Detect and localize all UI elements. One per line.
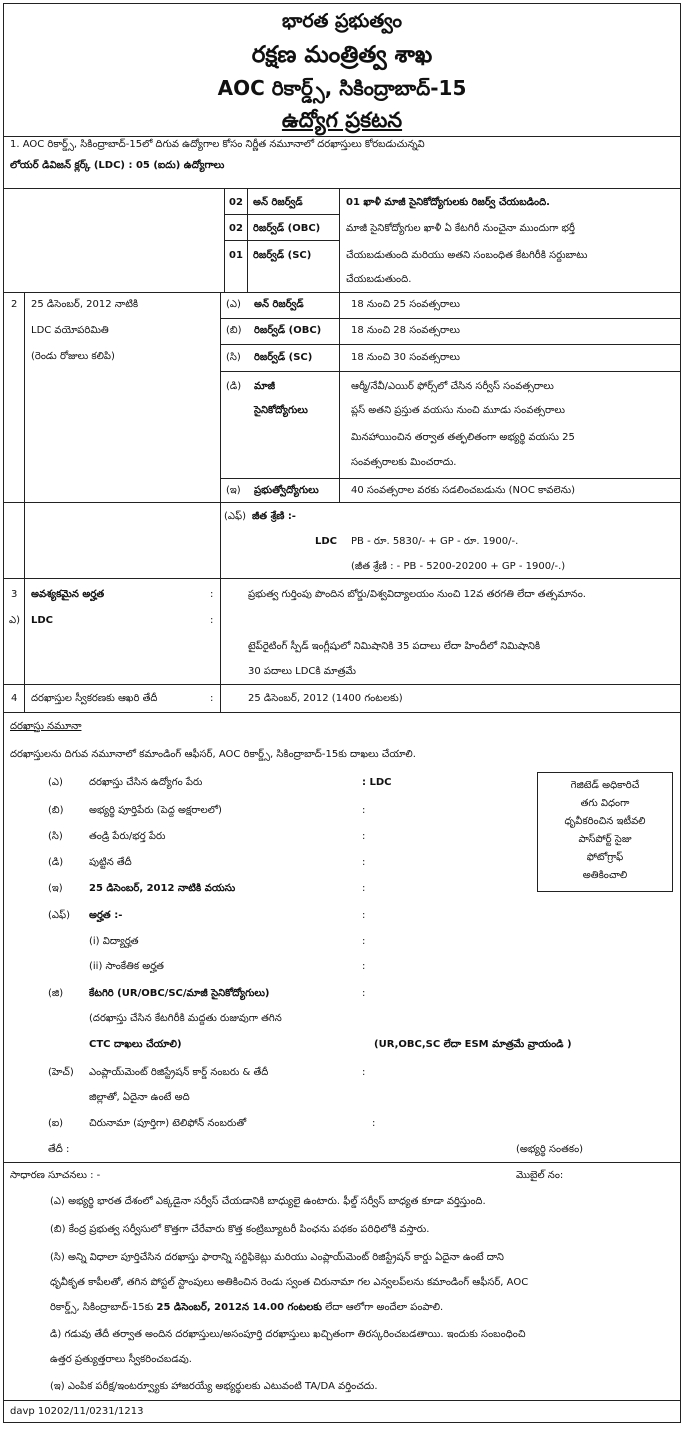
age-label-1: 25 డిసెంబర్, 2012 నాటికి	[31, 299, 139, 310]
col-rule	[220, 684, 221, 712]
category-label-2: (దరఖాస్తు చేసిన కేటగిరీకి మద్దతు రుజువుగా తగిన	[89, 1013, 282, 1024]
field-label: తండ్రి పేరు/భర్త పేరు	[89, 831, 166, 842]
photo-line: పాస్‌పోర్ట్ సైజు	[578, 834, 632, 845]
row-rule	[224, 240, 339, 241]
note-d-2: ఉత్తర ప్రత్యుత్తరాలు స్వీకరించబడవు.	[50, 1354, 192, 1365]
rule	[4, 136, 680, 137]
advertisement	[3, 3, 681, 1423]
employment-label-1: ఎంప్లాయ్‌మెంట్ రిజిస్ట్రేషన్ కార్డ్ నంబరు & తేదీ	[89, 1067, 269, 1078]
age-value: 18 నుంచి 28 సంవత్సరాలు	[351, 325, 460, 336]
age-code: (ఇ)	[226, 485, 241, 496]
note-c-3-post: లేదా ఆలోగా అందేలా పంపాలి.	[321, 1302, 444, 1313]
rule	[4, 684, 680, 685]
exsm-line: ప్లస్ అతని ప్రస్తుత వయసు నుంచి మూడు సంవత్సరాలు	[351, 405, 565, 416]
item-number: 2	[11, 299, 18, 310]
age-category: రిజర్వ్‌డ్ (OBC)	[254, 325, 322, 336]
qual-post: LDC	[31, 615, 54, 626]
category-note: (UR,OBC,SC లేదా ESM మాత్రమే వ్రాయండి )	[374, 1039, 572, 1050]
field-label: 25 డిసెంబర్, 2012 నాటికి వయసు	[89, 883, 236, 894]
pay-code: (ఎఫ్)	[224, 511, 247, 522]
field-code: (ఐ)	[48, 1118, 64, 1129]
field-code: (బి)	[48, 805, 64, 816]
intro-line-1: 1. AOC రికార్డ్స్, సికింద్రాబాద్-15లో దిగువ ఉద్యోగాల కోసం నిర్ణీత నమూనాలో దరఖాస్తులు కోరబడుచున్నవి	[10, 139, 425, 150]
field-colon: :	[362, 805, 366, 816]
pay-post: LDC	[315, 536, 338, 547]
row-rule	[220, 371, 680, 372]
photo-box	[537, 772, 673, 892]
field-label: అర్హత :-	[89, 910, 123, 921]
col-rule	[24, 292, 25, 502]
col-rule	[24, 684, 25, 712]
exsm-category-1: మాజీ	[254, 381, 276, 392]
vacancy-note-last: చేయబడుతుంది.	[346, 274, 412, 285]
photo-line: ఫోటోగ్రాఫ్	[586, 852, 624, 863]
vacancy-count: 01	[229, 250, 243, 261]
field-code: (సి)	[48, 831, 63, 842]
qual-line-3: 30 పదాలు LDCకి మాత్రమే	[248, 666, 356, 677]
qual-label: అవశ్యకమైన అర్హత	[31, 589, 105, 600]
field-colon: :	[362, 936, 366, 947]
last-date-label: దరఖాస్తుల స్వీకరణకు ఆఖరి తేదీ	[31, 693, 158, 704]
qual-colon: :	[210, 589, 214, 600]
rule	[4, 188, 680, 189]
mobile-label: మొబైల్ నం:	[516, 1170, 564, 1181]
field-colon: :	[362, 988, 366, 999]
vacancy-note: మాజీ సైనికోద్యోగుల ఖాళీ ఏ కేటగిరీ నుంచైనా ముందుగా భర్తీ	[346, 223, 575, 234]
field-code: (ఎఫ్)	[48, 910, 71, 921]
vacancy-count: 02	[229, 197, 243, 208]
note-c-1: (సి) అన్ని విధాలా పూర్తిచేసిన దరఖాస్తు ఫారాన్ని సర్టిఫికెట్లు మరియు ఎంప్లాయ్‌మెంట్ రిజిస్ట్రేషన్ కార్డు ఏదైనా ఉంటే దాని	[50, 1252, 504, 1263]
note-a: (ఎ) అభ్యర్థి భారత దేశంలో ఎక్కడైనా సర్వీస్ చేయడానికి బాధ్యులై ఉంటారు. ఫీల్డ్ సర్వీస్ బాధ్యత కూడా వర్తిస్తుంది.	[50, 1196, 486, 1207]
note-c-2: ధృవీకృత కాపీలతో, తగిన పోస్టల్ స్టాంపులు అతికించిన రెండు స్వంత చిరునామా గల ఎన్వలప్‌లను కమాండింగ్ ఆఫీసర్, AOC	[50, 1277, 529, 1288]
pay-line-1: PB - రూ. 5830/- + GP - రూ. 1900/-.	[351, 536, 519, 547]
col-rule	[24, 578, 25, 684]
rule	[4, 578, 680, 579]
qual-colon: :	[210, 615, 214, 626]
form-heading: దరఖాస్తు నమూనా	[10, 721, 82, 732]
govt-category: ప్రభుత్వోద్యోగులు	[254, 485, 319, 496]
vacancy-note: చేయబడుతుంది మరియు అతని సంబంధిత కేటగిరీకి సర్దుబాటు	[346, 250, 588, 261]
rule	[4, 292, 680, 293]
intro-line-2: లోయర్ డివిజన్ క్లర్క్ (LDC) : 05 (ఐదు) ఉద్యోగాలు	[10, 160, 225, 171]
pay-label: జీత శ్రేణి :-	[252, 511, 296, 522]
field-colon: :	[362, 857, 366, 868]
date-label: తేదీ :	[48, 1144, 70, 1155]
category-label-3: CTC దాఖలు చేయాలి)	[89, 1039, 182, 1050]
pay-line-2: (జీత శ్రేణి : - PB - 5200-20200 + GP - 1900/-.)	[351, 561, 566, 572]
field-code: (హెచ్)	[48, 1067, 74, 1078]
row-rule	[220, 478, 680, 479]
note-c-3-pre: రికార్డ్స్, సికింద్రాబాద్-15కు	[50, 1302, 157, 1313]
rule	[4, 1400, 680, 1401]
field-colon: :	[362, 1067, 366, 1078]
header-line-4: ఉద్యోగ ప్రకటన	[281, 108, 403, 132]
item-number: 4	[11, 693, 18, 704]
field-colon: :	[372, 1118, 376, 1129]
vacancy-category: రిజర్వ్‌డ్ (OBC)	[253, 223, 321, 234]
rule	[4, 502, 680, 503]
photo-line: ధృవీకరించిన ఇటీవలి	[564, 816, 646, 827]
field-code: (జి)	[48, 988, 64, 999]
field-code: (ఎ)	[48, 777, 63, 788]
item-number: 3	[11, 589, 18, 600]
rule	[4, 712, 680, 713]
last-date-value: 25 డిసెంబర్, 2012 (1400 గంటలకు)	[248, 693, 403, 704]
field-label: దరఖాస్తు చేసిన ఉద్యోగం పేరు	[89, 777, 203, 788]
col-rule	[220, 292, 221, 502]
exsm-line: మినహాయించిన తర్వాత తత్ఫలితంగా అభ్యర్థి వయసు 25	[351, 432, 575, 443]
photo-line: తగు విధంగా	[580, 798, 630, 809]
field-colon: :	[362, 961, 366, 972]
col-rule	[339, 188, 340, 292]
age-code: (డి)	[226, 381, 242, 392]
vacancy-category: రిజర్వ్‌డ్ (SC)	[253, 250, 312, 261]
qual-line-1: ప్రభుత్వ గుర్తింపు పొందిన బోర్డు/విశ్వవిద్యాలయం నుంచి 12వ తరగతి లేదా తత్సమానం.	[248, 589, 586, 600]
field-code: (ఇ)	[48, 883, 63, 894]
col-rule	[24, 502, 25, 578]
category-label-1: కేటగిరి (UR/OBC/SC/మాజీ సైనికోద్యోగులు)	[89, 988, 270, 999]
field-colon: :	[362, 910, 366, 921]
age-value: 18 నుంచి 30 సంవత్సరాలు	[351, 352, 460, 363]
age-label-3: (రెండు రోజులు కలిపి)	[31, 351, 115, 362]
govt-value: 40 సంవత్సరాల వరకు సడలించబడును (NOC కావలెను)	[351, 485, 575, 496]
notes-heading: సాధారణ సూచనలు : -	[10, 1170, 101, 1181]
footer-code: davp 10202/11/0231/1213	[10, 1406, 144, 1417]
vacancy-category: అన్ రిజర్వ్‌డ్	[253, 197, 303, 208]
age-code: (ఎ)	[226, 299, 241, 310]
row-rule	[224, 214, 339, 215]
field-value-post: : LDC	[362, 777, 392, 788]
note-e: (ఇ) ఎంపిక పరీక్ష/ఇంటర్వ్యూకు హాజరయ్యే అభ్యర్థులకు ఎటువంటి TA/DA వర్తించదు.	[50, 1381, 378, 1392]
photo-line: గెజిటెడ్ అధికారిచే	[570, 780, 640, 791]
last-date-colon: :	[210, 693, 214, 704]
age-code: (బి)	[226, 325, 242, 336]
field-code: (డి)	[48, 857, 64, 868]
field-label: అభ్యర్థి పూర్తిపేరు (పెద్ద అక్షరాలలో)	[89, 805, 222, 816]
employment-label-2: జిల్లాతో, ఏదైనా ఉంటే అది	[89, 1092, 190, 1103]
address-label: చిరునామా (పూర్తిగా) టెలిఫోన్ నంబరుతో	[89, 1118, 247, 1129]
field-label: పుట్టిన తేదీ	[89, 857, 132, 868]
field-colon: :	[362, 883, 366, 894]
row-rule	[220, 318, 680, 319]
col-rule	[220, 578, 221, 684]
age-label-2: LDC వయోపరిమితి	[31, 325, 109, 336]
header-line-2: రక్షణ మంత్రిత్వ శాఖ	[251, 42, 433, 68]
qual-ii: (ii) సాంకేతిక అర్హత	[89, 961, 164, 972]
exsm-line: సంవత్సరాలకు మించరాదు.	[351, 457, 457, 468]
photo-line: అతికించాలి	[582, 870, 628, 881]
note-b: (బి) కేంద్ర ప్రభుత్వ సర్వీసులో కొత్తగా చేరేవారు కొత్త కంట్రిబ్యూటరీ పింఛను పథకం పరిధిలోకి వస్తారు.	[50, 1224, 430, 1235]
field-colon: :	[362, 831, 366, 842]
age-category: రిజర్వ్‌డ్ (SC)	[254, 352, 313, 363]
note-d-1: డి) గడువు తేదీ తర్వాత అందిన దరఖాస్తులు/అసంపూర్తి దరఖాస్తులు ఖచ్చితంగా తిరస్కరించబడతాయి. ఇందుకు సంబంధించి	[50, 1329, 526, 1340]
signature-label: (అభ్యర్థి సంతకం)	[516, 1144, 584, 1155]
qual-sub: ఎ)	[9, 615, 21, 626]
vacancy-count: 02	[229, 223, 243, 234]
header-line-1: భారత ప్రభుత్వం	[282, 10, 402, 32]
qual-line-2: టైప్‌రైటింగ్ స్పీడ్ ఇంగ్లీషులో నిమిషానికి 35 పదాలు లేదా హిందీలో నిమిషానికి	[248, 641, 541, 652]
note-c-3	[50, 1301, 443, 1314]
row-rule	[220, 344, 680, 345]
header-line-3: AOC రికార్డ్స్, సికింద్రాబాద్-15	[217, 76, 467, 100]
age-value: 18 నుంచి 25 సంవత్సరాలు	[351, 299, 460, 310]
rule	[4, 1162, 680, 1163]
age-category: అన్ రిజర్వ్‌డ్	[254, 299, 304, 310]
age-code: (సి)	[226, 352, 241, 363]
qual-i: (i) విద్యార్హత	[89, 936, 139, 947]
col-rule	[220, 502, 221, 578]
exsm-category-2: సైనికోద్యోగులు	[254, 405, 308, 416]
form-intro: దరఖాస్తులను దిగువ నమూనాలో కమాండింగ్ ఆఫీసర్, AOC రికార్డ్స్, సికింద్రాబాద్-15కు దాఖలు చేయాలి.	[10, 749, 416, 760]
note-c-3-deadline: 25 డిసెంబర్, 2012న 14.00 గంటలకు	[156, 1302, 322, 1313]
vacancy-note: 01 ఖాళీ మాజీ సైనికోద్యోగులకు రిజర్వ్ చేయబడింది.	[346, 197, 550, 208]
col-rule	[339, 292, 340, 502]
exsm-line: ఆర్మీ/నేవీ/ఎయిర్ ఫోర్స్‌లో చేసిన సర్వీస్ సంవత్సరాలు	[351, 381, 554, 392]
